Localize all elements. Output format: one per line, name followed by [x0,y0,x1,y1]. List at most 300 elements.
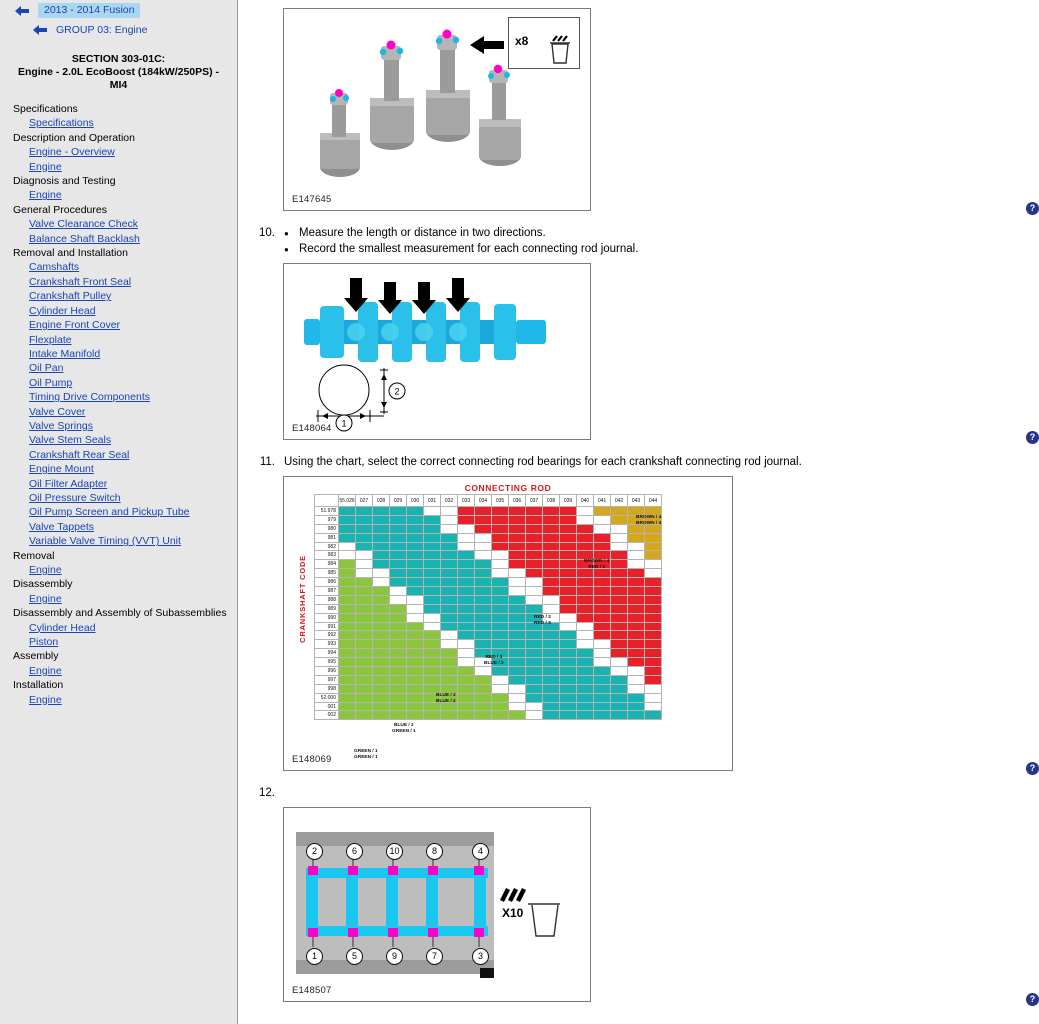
chart-cell [475,507,492,516]
chart-cell [373,569,390,578]
toc-link[interactable]: Engine [29,160,62,173]
chart-cell [594,587,611,596]
chart-cell [458,711,475,720]
breadcrumb-vehicle-row[interactable] [0,0,237,21]
toc-link[interactable]: Engine - Overview [29,146,115,159]
chart-col-header: 033 [458,495,475,507]
chart-cell [407,649,424,658]
chart-cell [390,587,407,596]
chart-cell [645,640,662,649]
chart-cell [424,675,441,684]
chart-cell [645,684,662,693]
chart-cell [560,578,577,587]
chart-cell [339,631,356,640]
chart-cell [509,622,526,631]
chart-cell [356,587,373,596]
chart-cell [645,515,662,524]
toc-link[interactable]: Valve Stem Seals [29,434,112,447]
toc-link[interactable]: Cylinder Head [29,621,96,634]
chart-cell [407,578,424,587]
chart-cell [560,560,577,569]
chart-cell [594,533,611,542]
chart-cell [339,658,356,667]
chart-cell [611,622,628,631]
chart-cell [390,524,407,533]
chart-cell [424,533,441,542]
chart-cell [594,640,611,649]
chart-cell [390,667,407,676]
chart-cell [560,551,577,560]
chart-cell [339,649,356,658]
chart-cell [356,649,373,658]
chart-cell [339,622,356,631]
cap-bolt-number: 9 [386,948,403,965]
chart-cell [424,649,441,658]
chart-cell [628,711,645,720]
chart-cell [492,551,509,560]
toc-link[interactable]: Balance Shaft Backlash [29,232,140,245]
chart-cell [543,702,560,711]
chart-cell [441,595,458,604]
chart-cell [475,631,492,640]
chart-cell [628,693,645,702]
chart-cell [526,515,543,524]
chart-cell [373,587,390,596]
toc-link[interactable]: Flexplate [29,333,72,346]
chart-cell [441,533,458,542]
chart-cell [373,667,390,676]
chart-cell [356,702,373,711]
chart-cell [339,711,356,720]
chart-cell [526,711,543,720]
chart-annotation: BROWN / 4 BROWN / 4 [636,515,662,526]
chart-cell [458,595,475,604]
chart-cell [509,524,526,533]
chart-row [315,551,662,560]
toc-link[interactable]: Specifications [29,117,94,130]
chart-cell [356,524,373,533]
step-number: 11. [259,456,275,468]
chart-row [315,667,662,676]
chart-cell [645,711,662,720]
breadcrumb-group-row[interactable] [0,21,237,39]
chart-col-header: 032 [441,495,458,507]
chart-cell [492,542,509,551]
chart-cell [458,560,475,569]
chart-row [315,622,662,631]
chart-cell [475,622,492,631]
chart-cell [373,658,390,667]
chart-cell [543,658,560,667]
figure-bearing-caps [283,807,591,1002]
chart-cell [611,640,628,649]
chart-cell [424,569,441,578]
chart-cell [492,622,509,631]
chart-cell [356,675,373,684]
cap-bolt-number: 2 [306,843,323,860]
toc-link[interactable]: Variable Valve Timing (VVT) Unit [29,535,181,548]
toc-link[interactable]: Engine [29,592,62,605]
chart-row [315,560,662,569]
chart-cell [560,515,577,524]
chart-cell [407,631,424,640]
chart-cell [577,587,594,596]
chart-cell [611,507,628,516]
chart-cell [560,631,577,640]
chart-cell [526,702,543,711]
chart-corner-cell [315,495,339,507]
chart-cell [441,693,458,702]
step-bullets [284,225,1024,257]
toc-link[interactable]: Crankshaft Front Seal [29,275,132,288]
chart-cell [492,613,509,622]
chart-cell [560,649,577,658]
toc-link[interactable]: Oil Pan [29,362,64,375]
breadcrumb-vehicle[interactable]: 2013 - 2014 Fusion [38,3,140,18]
chart-row [315,507,662,516]
chart-cell [594,542,611,551]
chart-cell [441,542,458,551]
help-icon[interactable]: ? [1026,993,1039,1006]
chart-cell [509,711,526,720]
chart-cell [339,515,356,524]
chart-cell [458,649,475,658]
chart-col-header: 039 [560,495,577,507]
chart-cell [407,684,424,693]
toc-link[interactable]: Valve Cover [29,405,86,418]
toc-group: Assembly [13,650,59,663]
chart-cell [390,631,407,640]
chart-cell [611,667,628,676]
chart-cell [526,587,543,596]
chart-row [315,533,662,542]
chart-row-header: 994 [315,649,339,658]
chart-row-header: 979 [315,515,339,524]
chart-row-header: 987 [315,587,339,596]
chart-cell [543,604,560,613]
chart-cell [543,631,560,640]
step-10 [238,225,1024,257]
chart-cell [441,631,458,640]
chart-row-header: 998 [315,684,339,693]
chart-cell [390,675,407,684]
toc-link[interactable]: Valve Springs [29,419,94,432]
chart-cell [458,524,475,533]
chart-row [315,640,662,649]
chart-cell [492,604,509,613]
chart-cell [509,604,526,613]
help-icon[interactable]: ? [1026,431,1039,444]
chart-cell [577,640,594,649]
chart-cell [645,631,662,640]
cap-bolt-number: 4 [472,843,489,860]
toc-link[interactable]: Crankshaft Pulley [29,290,112,303]
toc-link[interactable]: Oil Pressure Switch [29,491,121,504]
chart-cell [611,551,628,560]
chart-cell [628,524,645,533]
chart-cell [441,675,458,684]
chart-cell [458,515,475,524]
chart-cell [594,684,611,693]
chart-cell [611,595,628,604]
chart-col-header: 030 [407,495,424,507]
chart-cell [458,622,475,631]
chart-cell [509,649,526,658]
chart-cell [526,551,543,560]
chart-cell [407,693,424,702]
cap-bolt-number: 3 [472,948,489,965]
chart-cell [475,667,492,676]
chart-row [315,702,662,711]
chart-cell [509,560,526,569]
toc-link[interactable]: Engine Mount [29,463,94,476]
chart-cell [577,569,594,578]
chart-cell [390,702,407,711]
chart-cell [577,507,594,516]
chart-row [315,711,662,720]
toc-group: Disassembly [13,578,73,591]
chart-cell [577,702,594,711]
figure-4-wrapper [283,807,1036,1004]
step-11 [238,454,1024,470]
chart-cell [509,515,526,524]
chart-row-header: 002 [315,711,339,720]
help-icon[interactable]: ? [1026,202,1039,215]
toc-group: Description and Operation [13,131,135,144]
chart-cell [458,587,475,596]
chart-cell [339,613,356,622]
chart-cell [509,684,526,693]
toc-link[interactable]: Cylinder Head [29,304,96,317]
chart-cell [509,658,526,667]
chart-cell [594,622,611,631]
chart-cell [475,675,492,684]
back-arrow-icon[interactable] [14,5,30,17]
toc-link[interactable]: Engine [29,664,62,677]
toc-link[interactable]: Engine Front Cover [29,319,121,332]
chart-cell [373,675,390,684]
chart-cell [441,649,458,658]
chart-cell [509,533,526,542]
chart-cell [424,702,441,711]
chart-cell [560,684,577,693]
chart-cell [458,702,475,711]
chart-cell [458,551,475,560]
chart-cell [424,578,441,587]
chart-row [315,613,662,622]
chart-cell [475,533,492,542]
chart-cell [441,711,458,720]
toc-link[interactable]: Crankshaft Rear Seal [29,448,130,461]
chart-cell [441,551,458,560]
svg-text:1: 1 [341,418,347,429]
chart-cell [475,560,492,569]
chart-row-header: 52.000 [315,693,339,702]
chart-row-header: 984 [315,560,339,569]
chart-cell [509,693,526,702]
chart-cell [577,649,594,658]
chart-col-header: 029 [390,495,407,507]
chart-cell [373,693,390,702]
chart-cell [492,533,509,542]
chart-cell [526,569,543,578]
figure-3-wrapper [283,476,1036,773]
toc-link[interactable]: Engine [29,189,62,202]
chart-cell [645,613,662,622]
toc-link[interactable]: Engine [29,564,62,576]
cap-bolt-number: 6 [346,843,363,860]
chart-cell [543,560,560,569]
chart-cell [407,542,424,551]
chart-cell [441,622,458,631]
toc-link[interactable]: Valve Tappets [29,520,94,533]
chart-cell [356,640,373,649]
toc-link[interactable]: Intake Manifold [29,347,101,360]
back-arrow-icon-2[interactable] [32,24,48,36]
chart-cell [560,542,577,551]
chart-cell [577,542,594,551]
chart-col-header: 028 [373,495,390,507]
chart-row-header: 988 [315,595,339,604]
chart-cell [509,507,526,516]
chart-cell [475,578,492,587]
chart-cell [611,533,628,542]
toc-link[interactable]: Oil Pump [29,376,73,389]
chart-cell [594,524,611,533]
chart-cell [526,604,543,613]
chart-cell [645,702,662,711]
step-body: Using the chart, select the correct connecting rod bearings for each crankshaft connecting rod journal. [284,456,802,468]
chart-cell [628,587,645,596]
chart-cell [560,640,577,649]
chart-cell [577,622,594,631]
chart-cell [509,578,526,587]
chart-cell [560,711,577,720]
chart-cell [356,578,373,587]
toc-group: Removal and Installation [13,247,128,260]
help-icon[interactable]: ? [1026,762,1039,775]
chart-cell [424,658,441,667]
step-12 [238,785,1024,801]
chart-cell [475,649,492,658]
chart-cell [492,587,509,596]
toc-link[interactable]: Engine [29,693,62,706]
chart-cell [475,613,492,622]
chart-cell [645,622,662,631]
chart-cell [339,578,356,587]
chart-cell [441,578,458,587]
chart-cell [594,507,611,516]
toc-link[interactable]: Oil Filter Adapter [29,477,108,490]
chart-cell [373,578,390,587]
chart-col-header: 040 [577,495,594,507]
chart-cell [526,560,543,569]
chart-col-header: 036 [509,495,526,507]
chart-cell [339,542,356,551]
chart-cell [475,551,492,560]
chart-row [315,658,662,667]
toc-link[interactable]: Timing Drive Components [29,391,150,404]
chart-cell [356,693,373,702]
chart-cell [373,631,390,640]
chart-cell [611,675,628,684]
chart-cell [645,667,662,676]
chart-cell [441,569,458,578]
chart-cell [356,667,373,676]
chart-cell [594,693,611,702]
chart-cell [560,622,577,631]
chart-cell [594,595,611,604]
breadcrumb-group[interactable]: GROUP 03: Engine [56,24,148,36]
chart-cell [577,631,594,640]
chart-cell [611,604,628,613]
chart-cell [390,649,407,658]
chart-cell [424,551,441,560]
chart-cell [475,604,492,613]
chart-cell [475,702,492,711]
chart-row [315,631,662,640]
chart-cell [458,675,475,684]
chart-cell [390,560,407,569]
chart-cell [560,604,577,613]
chart-cell [475,587,492,596]
toc-link[interactable]: Oil Pump Screen and Pickup Tube [29,506,190,519]
chart-cell [611,711,628,720]
chart-cell [458,640,475,649]
chart-cell [560,507,577,516]
quantity-label: x8 [515,34,529,48]
chart-cell [577,560,594,569]
chart-cell [458,542,475,551]
chart-cell [339,595,356,604]
chart-cell [373,595,390,604]
chart-cell [543,693,560,702]
chart-cell [577,604,594,613]
chart-cell [407,515,424,524]
chart-cell [407,551,424,560]
step-number: 12. [259,787,275,799]
chart-cell [560,569,577,578]
chart-cell [594,515,611,524]
discard-callout-box [508,17,580,69]
toc-link[interactable]: Piston [29,636,59,649]
toc-link[interactable]: Camshafts [29,261,80,274]
chart-cell [509,667,526,676]
chart-cell [492,667,509,676]
cap-bolt-number: 10 [386,843,403,860]
chart-cell [645,533,662,542]
chart-cell [543,622,560,631]
chart-cell [560,524,577,533]
chart-cell [373,613,390,622]
chart-cell [390,542,407,551]
chart-cell [628,667,645,676]
chart-cell [356,631,373,640]
chart-cell [390,578,407,587]
cap-bolt-number: 8 [426,843,443,860]
chart-cell [373,649,390,658]
chart-cell [424,684,441,693]
chart-cell [390,551,407,560]
chart-cell [577,684,594,693]
chart-title: CONNECTING ROD [464,483,552,493]
chart-cell [509,595,526,604]
chart-cell [543,569,560,578]
chart-cell [611,578,628,587]
toc-link[interactable]: Valve Clearance Check [29,218,138,231]
chart-cell [390,622,407,631]
chart-cell [407,533,424,542]
